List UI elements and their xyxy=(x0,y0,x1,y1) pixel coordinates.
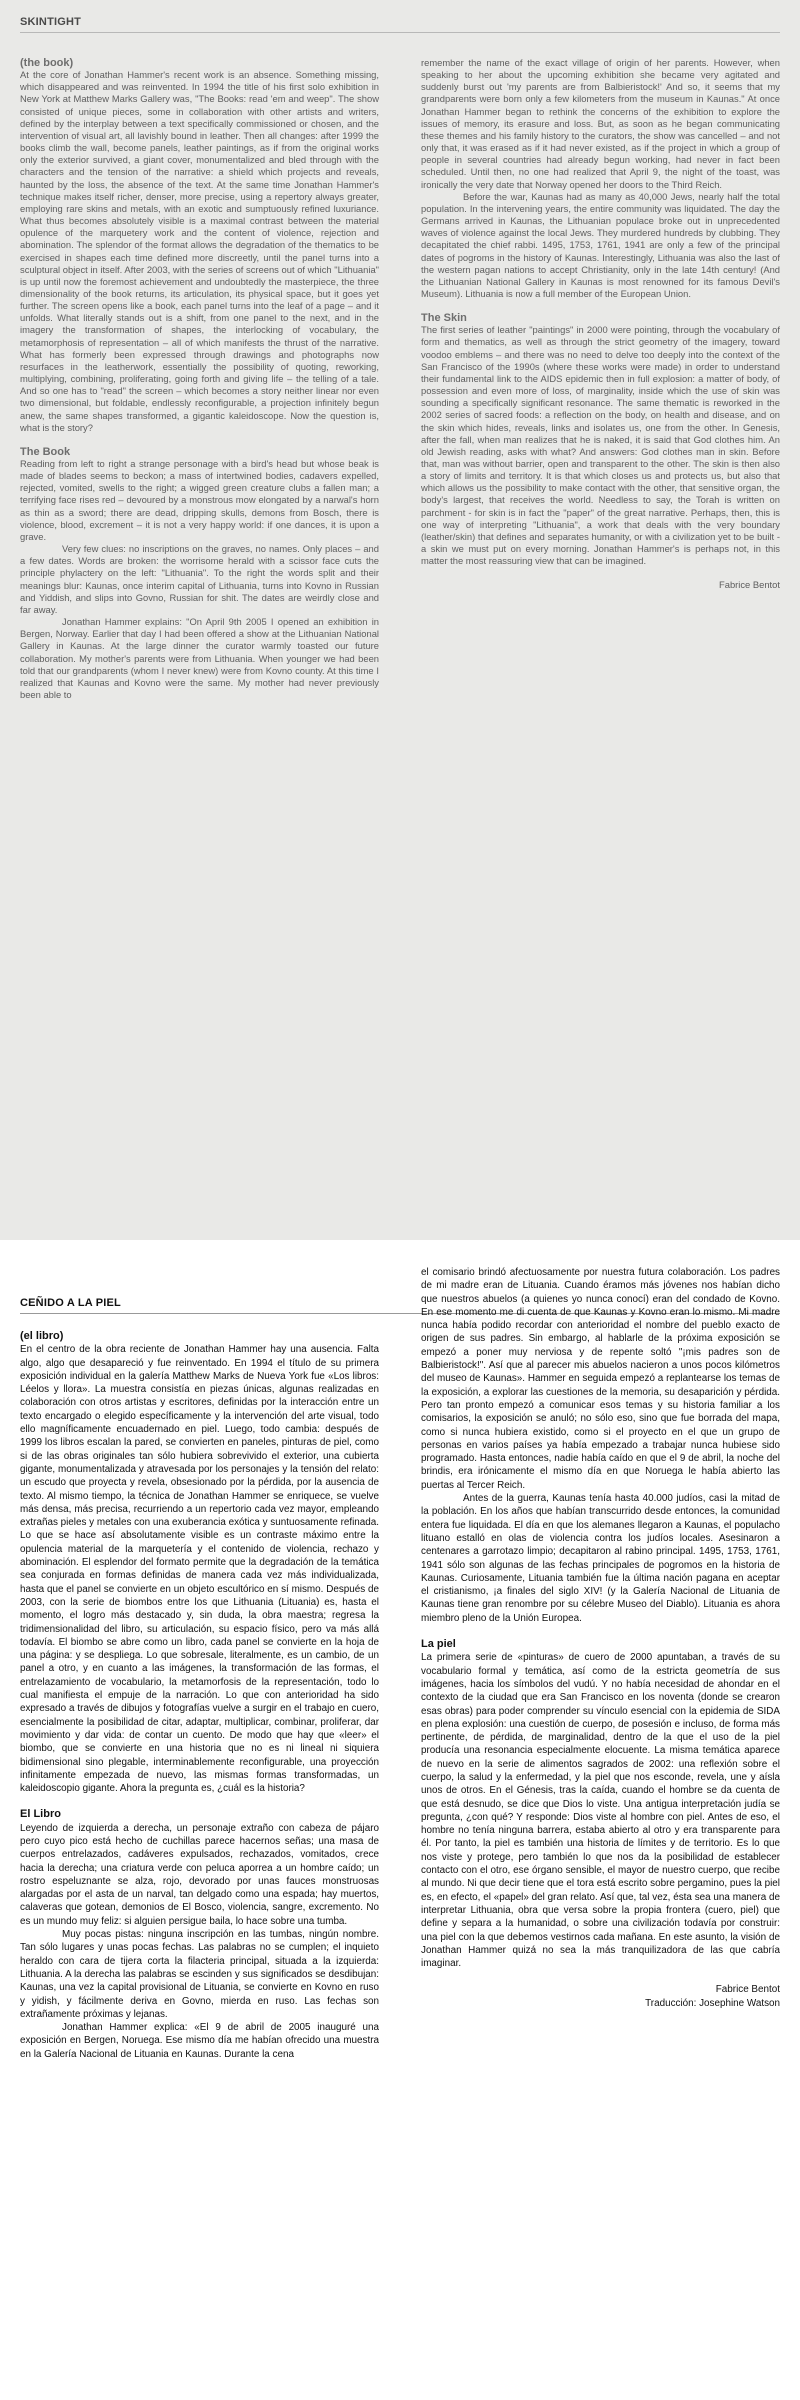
english-column-right xyxy=(421,57,780,592)
spanish-piel-text: La primera serie de «pinturas» de cuero de 2000 apuntaban, a través de su vocabulario formal y temática, así como de la estricta geometría de sus imágenes, hacia los símbolos del vudú. Y no había necesidad de ahondar en el contexto de la ciudad que era San Francisco en los noventa (donde se crearon esas obras) para poder comprender su vínculo esencial con la epidemia de SIDA en plena explosión: una cuestión de cuerpo, de posesión e incluso, de forma más pertinente, de pérdida, de marginalidad, dentro de la que el uso de la piel producía una resonancia especialmente elocuente. La misma temática aparece de nuevo en la serie de alimentos sagrados de 2002: una reflexión sobre el cuerpo, la salud y la enfermedad, y la piel que nos esconde, revela, une y aísla unos de otros. En el Génesis, tras la caída, cuando el hombre se da cuenta de que está desnudo, se dice que Dios lo viste. Una antigua interpretación judía se pregunta, ¿con qué? Y responde: Dios viste al hombre con piel. Antes de eso, el hombre no tenía ninguna barrera, estaba abierto al otro y era transparente para él. Por tanto, la piel es también una historia de límites y de territorio. Es lo que nos viste y protege, pero también lo que nos da la posibilidad de establecer contacto con el otro, ese órgano sensible, el mayor de nuestro cuerpo, que recibe al mundo. Ni que decir tiene que el tora está escrito sobre pergamino, pues la piel es, en efecto, el «papel» del gran relato. Así que, tal vez, ésta sea una manera de interpretar Lithuania, obra que versa sobre la propia frontera (cuero, piel) que define y separa a la humanidad, o sobre una civilización todavía por construir: una piel con la que debemos vestirnos cada mañana. En este asunto, la visión de Jonathan Hammer quizá no sea la más tranquilizadora de las que cabría imaginar. xyxy=(421,1652,780,1970)
english-title: SKINTIGHT xyxy=(20,16,82,28)
spanish-libro-heading: El Libro xyxy=(20,1808,61,1821)
spanish-libro-lower-text: En el centro de la obra reciente de Jonathan Hammer hay una ausencia. Falta algo, algo que desapareció y fue reinventado. En 1994 el título de su primera exposición individual en la galería Matthew Marks de Nueva York fue «Los libros: Léelos y llora». La muestra consistía en piezas únicas, algunas realizadas en colaboración con otros artistas y escritores, definidas por la interacción entre un texto encargado o elegido específicamente y la intervención del arte visual, todo ello magníficamente encuadernado en piel. Luego, todo cambia: después de 1999 los libros escalan la pared, se convierten en paneles, pinturas de piel, como si de las obras originales tan sólo hubiera sobrevivido el exterior, una cubierta gigante, monumentalizada y atravesada por los personajes y la tensión del relato: un escudo que proyecta y revela, obsesionado por la pérdida, por la ausencia de texto. Al mismo tiempo, la técnica de Jonathan Hammer se enriquece, se vuelve más densa, más precisa, recurriendo a un repertorio cada vez mayor, empleando extrañas pieles y metales con una exuberancia exótica y suntuosamente refinada. Lo que se hace así absolutamente visible es un contraste máximo entre la opulencia material de la marquetería y el contenido de violencia, rechazo y abominación. El esplendor del formato permite que la degradación de la temática sea conjurada en formas definidas de manera cada vez más individualizada, hasta que el panel se convierte en un objeto escultórico en sí mismo. Después de 2003, con la serie de biombos entre los que Lithuania (Lituania) es, hasta el momento, el logro más destacado y, sin duda, la obra maestra; regresa la tridimensionalidad del libro, su articulación, su espacio físico, pero va más allá todavía. El biombo se abre como un libro, cada panel se convierte en la hoja de una página: y se despliega. Lo que sobresale, literalmente, es un cambio, de un panel a otro, y en cuanto a las imágenes, la transformación de las formas, el entrelazamiento de vocabulario, la metamorfosis de la representación, todo lo cual manifiesta el empuje de la narración. Lo que con anterioridad ha sido expresado a través de dibujos y fotografías vuelve a surgir en el trabajo en cuero, esencialmente la posibilidad de citar, adaptar, multiplicar, combinar, proliferar, dar movimiento y dar vida: de contar un cuento. De modo que hay que «leer» el biombo, que se convierte en una historia que no es ni lineal ni siquiera bidimensional sino plegable, interminablemente reconfigurable, una proyección infinitamente empezada de nuevo, las mismas formas transformadas, un kaleidoscopio gigante. Ahora la pregunta es, ¿cuál es la historia? xyxy=(20,1344,380,1795)
english-book-lower-text: At the core of Jonathan Hammer's recent work is an absence. Something missing, which disappeared and was reinvented. In 1994 the title of his first solo exhibition in New York at Matthew Marks Gallery was, "The Books: read 'em and weep". The show consisted of unique pieces, some in collaboration with other artists and writers, defined by the interplay between a text specifically commissioned or chosen, and the intervention of visual art, all lavishly bound in leather. Then all changes: after 1999 the books climb the wall, become panels, leather paintings, as if from the original works only the exterior survived, a giant cover, monumentalized and bled through with the characters and the tension of the narrative: a shield which projects and reveals, haunted by the loss, the absence of the text. At the same time Jonathan Hammer's technique makes itself richer, denser, more precise, using a repertory always greater, employing rare skins and metals, with an exotic and sumptuously refined luxuriance. What thus becomes absolutely visible is a maximal contrast between the material opulence of the marquetery work and the content of violence, rejection and abomination. The splendor of the format allows the degradation of the thematics to be exercised in shapes each time defined more discreetly, until the panel turns into a sculptural object in itself. After 2003, with the series of screens out of which "Lithuania" is up until now the foremost achievement and undoubtedly the masterpiece, the three dimensionality of the book returns, its articulation, its physical space, but it goes yet further. The screen opens like a book, each panel turns into the leaf of a page – and it unfolds. What literally stands out is a shift, from one panel to the next, and in the imagery the transformation of shapes, the interlocking of vocabulary, the metamorphosis of representation – all of which manifests the thrust of the narrative. What has formerly been expressed through drawings and photographs now resurfaces in the leatherwork, essentially the possibility of quoting, reworking, multiplying, combining, proliferating, going forth and giving life – the telling of a tale. And so one has to "read" the screen – which becomes a story neither linear nor even two dimensional, but foldable, endlessly reconfigurable, a projection infinitely begun anew, the same shapes transformed, a gigantic kaleidoscope. Now the question is, what is the story? xyxy=(20,69,379,433)
spanish-col2-paragraph-1: el comisario brindó afectuosamente por nuestra futura colaboración. Los padres de mi madre eran de Lituania. Cuando éramos más jóvenes nos habían dicho que nuestros abuelos (a quienes yo nunca conocí) eran del condado de Kovno. En ese momento me di cuenta de que Kaunas y Kovno eran lo mismo. Mi madre nunca había podido recordar con anterioridad el nombre del pueblo exacto de origen de sus padres. Sin embargo, al hablarle de la próxima exposición se empezó a poner muy nerviosa y de repente soltó "¡mis padres son de Balbieristock!". Así que al parecer mis abuelos nacieron a unos pocos kilómetros del museo de Kaunas». Hammer en seguida empezó a replantearse los temas de la exposición, a explorar las cuestiones de la memoria, su desaparición y pérdida. Pero tan pronto empezó a comunicar esos temas y su historia familiar a los comisarios, la exposición se anuló; no sólo eso, sino que fue borrada del mapa, como si nunca hubiera existido, como si el proyecto en el que un grupo de personas en varios países ya había empezado a trabajar nunca hubiese sido programado. Hasta entonces, nadie había caído en que el 9 de abril, la noche del brindis, era irónicamente el mismo día en que Noruega le había abierto las puertas al Tercer Reich. xyxy=(421,1267,780,1491)
english-column-left xyxy=(20,57,379,701)
english-title-rule xyxy=(20,32,780,33)
english-book-heading: The Book xyxy=(20,445,71,458)
spanish-libro-lower-heading: (el libro) xyxy=(20,1330,64,1342)
spanish-section xyxy=(0,1240,800,2400)
english-signature: Fabrice Bentot xyxy=(719,579,780,591)
spanish-libro-paragraph-2: Muy pocas pistas: ninguna inscripción en las tumbas, ningún nombre. Tan sólo lugares y unas pocas fechas. Las palabras no se cumplen; el inquieto heraldo con cara de tijera corta la filacteria principal, situada a la izquierda: Lithuania. A la derecha las palabras se escinden y sus significados se desdibujan: Kaunas, una vez la capital provisional de Lituania, se convierte en Kovno en ruso y yidish, y fácilmente deriva en Govno, mierda en ruso. Las fechas son extrañamente próximas y lejanas. xyxy=(20,1929,379,2020)
spanish-column-left xyxy=(20,1330,379,2061)
spanish-title: CEÑIDO A LA PIEL xyxy=(20,1297,121,1309)
spanish-piel-heading: La piel xyxy=(421,1638,456,1651)
spanish-libro-paragraph-1: Leyendo de izquierda a derecha, un personaje extraño con cabeza de pájaro pero cuyo pico está hecho de cuchillas parece hacernos señas; una masa de cuerpos entrelazados, cadáveres expulsados, rechazados, vomitados, crece hacia la derecha; una criatura verde con peluca aporrea a un hombre caído; un rostro espeluznante se alza, rojo, devorado por unas fauces monstruosas alargadas por el asta de un narval, tan delgado como una espada; hay muertos, calaveras que gotean, demonios de El Bosco, violencia, sangre, excremento. No es un mundo muy feliz: si alguien persigue baila, lo hace sobre una tumba. xyxy=(20,1822,379,1927)
spanish-translation-credit: Traducción: Josephine Watson xyxy=(645,1997,780,2009)
english-book-paragraph-1: Reading from left to right a strange personage with a bird's head but whose beak is made of blades seems to beckon; a mass of intertwined bodies, cadavers expelled, rejected, vomited, swells to the right; a wigged green creature clubs a fallen man; a terrifying face rises red – devoured by a monstrous mow elongated by a narwal's horn as thin as a sword; there are dead, dripping skulls, demons from Bosch, there is violence, blood, excrement – it is not a very happy world: if one dances, it is upon a grave. xyxy=(20,458,379,542)
spanish-column-right xyxy=(421,1266,780,2010)
english-book-lower-heading: (the book) xyxy=(20,57,74,69)
english-skin-text: The first series of leather "paintings" in 2000 were pointing, through the vocabulary of form and thematics, as well as through the strict geometry of the imagery, toward voodoo emblems – and there was no need to delve too deeply into the context of the San Francisco of the 1990s (where these works were made) in order to understand their fundamental link to the AIDS epidemic then in full explosion: a matter of body, of possession and even more of loss, of marginality, inside which the use of skin was sounding a specifically significant resonance. The same thematic is reworked in the 2002 series of sacred foods: a reflection on the body, on health and disease, and on the skin which hides, reveals, links and isolates us, one from the other. In Genesis, after the fall, when man realizes that he is naked, it is said that God clothes him. An old Jewish reading, asks with what? And answers: God clothes man in skin. Before that, man was without barrier, open and transparent to the other. The skin is then also a story of limits and territory. It is that which closes us and protects us, but also that which allows us the possibility to make contact with the other, that sensitive organ, the body's largest, that receives the world. Needless to say, the Torah is written on parchment - for skin is in fact the "paper" of the great narrative. Perhaps, then, this is one way of interpreting "Lithuania", a work that deals with the very boundary (leather/skin) that defines and separates humanity, or with a civilization yet to be built - a skin we must put on every morning. Jonathan Hammer's is perhaps not, in this matter the most reassuring view that can be imagined. xyxy=(421,324,780,567)
english-book-paragraph-3: Jonathan Hammer explains: "On April 9th 2005 I opened an exhibition in Bergen, Norway. Earlier that day I had been offered a show at the Lithuanian National Gallery in Kaunas. At the large dinner the curator warmly toasted our future collaboration. My mother's parents were from Lithuania. When younger we had been told that our grandparents (whom I never knew) were from Kovno county. At this time I realized that Kaunas and Kovno were the same. My mother had never previously been able to xyxy=(20,616,379,700)
english-col2-paragraph-2: Before the war, Kaunas had as many as 40,000 Jews, nearly half the total population. In the intervening years, the entire community was liquidated. The day the Germans arrived in Kaunas, the Lithuanian populace broke out in unprecedented waves of violence against the local Jews. They murdered hundreds by clubbing. They decapitated the chief rabbi. 1495, 1753, 1761, 1941 are only a few of the principal dates of pogroms in the history of Kaunas. Interestingly, Lithuania was also the last of the western pagan nations to accept Christianity, only in the late 14th century! (And the Lithuanian National Gallery in Kaunas is most renowned for its famous Devil's Museum). Lithuania is now a full member of the European Union. xyxy=(421,190,780,299)
english-col2-paragraph-1: remember the name of the exact village of origin of her parents. However, when speaking to her about the upcoming exhibition she became very agitated and suddenly burst out 'my parents are from Balbieristock!' And so, it seems that my grandparents were born only a few kilometers from the museum in Kaunas." At once Jonathan Hammer began to rethink the concerns of the exhibition to explore the issues of memory, its erasure and loss. But, as soon as he began communicating these themes and his family history to the curators, the show was cancelled – and not only that, it was erased as if it had never existed, as if the project in which a group of people in several countries had already begun working, had never in fact been scheduled. Until then, no one had realized that April 9, the night of the toast, was ironically the very date that Norway opened her doors to the Third Reich. xyxy=(421,57,780,190)
spanish-libro-paragraph-3: Jonathan Hammer explica: «El 9 de abril de 2005 inauguré una exposición en Bergen, Noruega. Ese mismo día me habían ofrecido una muestra en la Galería Nacional de Lituania en Kaunas. Durante la cena xyxy=(20,2022,379,2060)
english-skin-heading: The Skin xyxy=(421,312,467,325)
english-book-paragraph-2: Very few clues: no inscriptions on the graves, no names. Only places – and a few dates. Words are broken: the worrisome herald with a scissor face cuts the principle phylactery on the left: "Lithuania". To the right the words split and their meanings blur: Kaunas, once interim capital of Lithuania, turns into Kovno in Russian and Yiddish, and slips into Govno, Russian for shit. The dates are weirdly close and far away. xyxy=(20,543,379,615)
spanish-col2-paragraph-2: Antes de la guerra, Kaunas tenía hasta 40.000 judíos, casi la mitad de la población. En los años que habían transcurrido desde entonces, la comunidad entera fue liquidada. El día en que los alemanes llegaron a Kaunas, el populacho lituano estalló en olas de violencia contra los judíos locales. Asesinaron a centenares a garrotazo limpio; decapitaron al rabino principal. 1495, 1753, 1761, 1941 sólo son algunas de las fechas principales de pogromos en la historia de Kaunas. Curiosamente, Lituania también fue la última nación pagana en aceptar el cristianismo, ¡a finales del siglo XIV! (y la Galería Nacional de Lituania de Kaunas tiene gran renombre por su célebre Museo del Diablo). Lituania es ahora miembro pleno de la Unión Europea. xyxy=(421,1493,780,1624)
spanish-signature: Fabrice Bentot xyxy=(715,1984,780,1996)
